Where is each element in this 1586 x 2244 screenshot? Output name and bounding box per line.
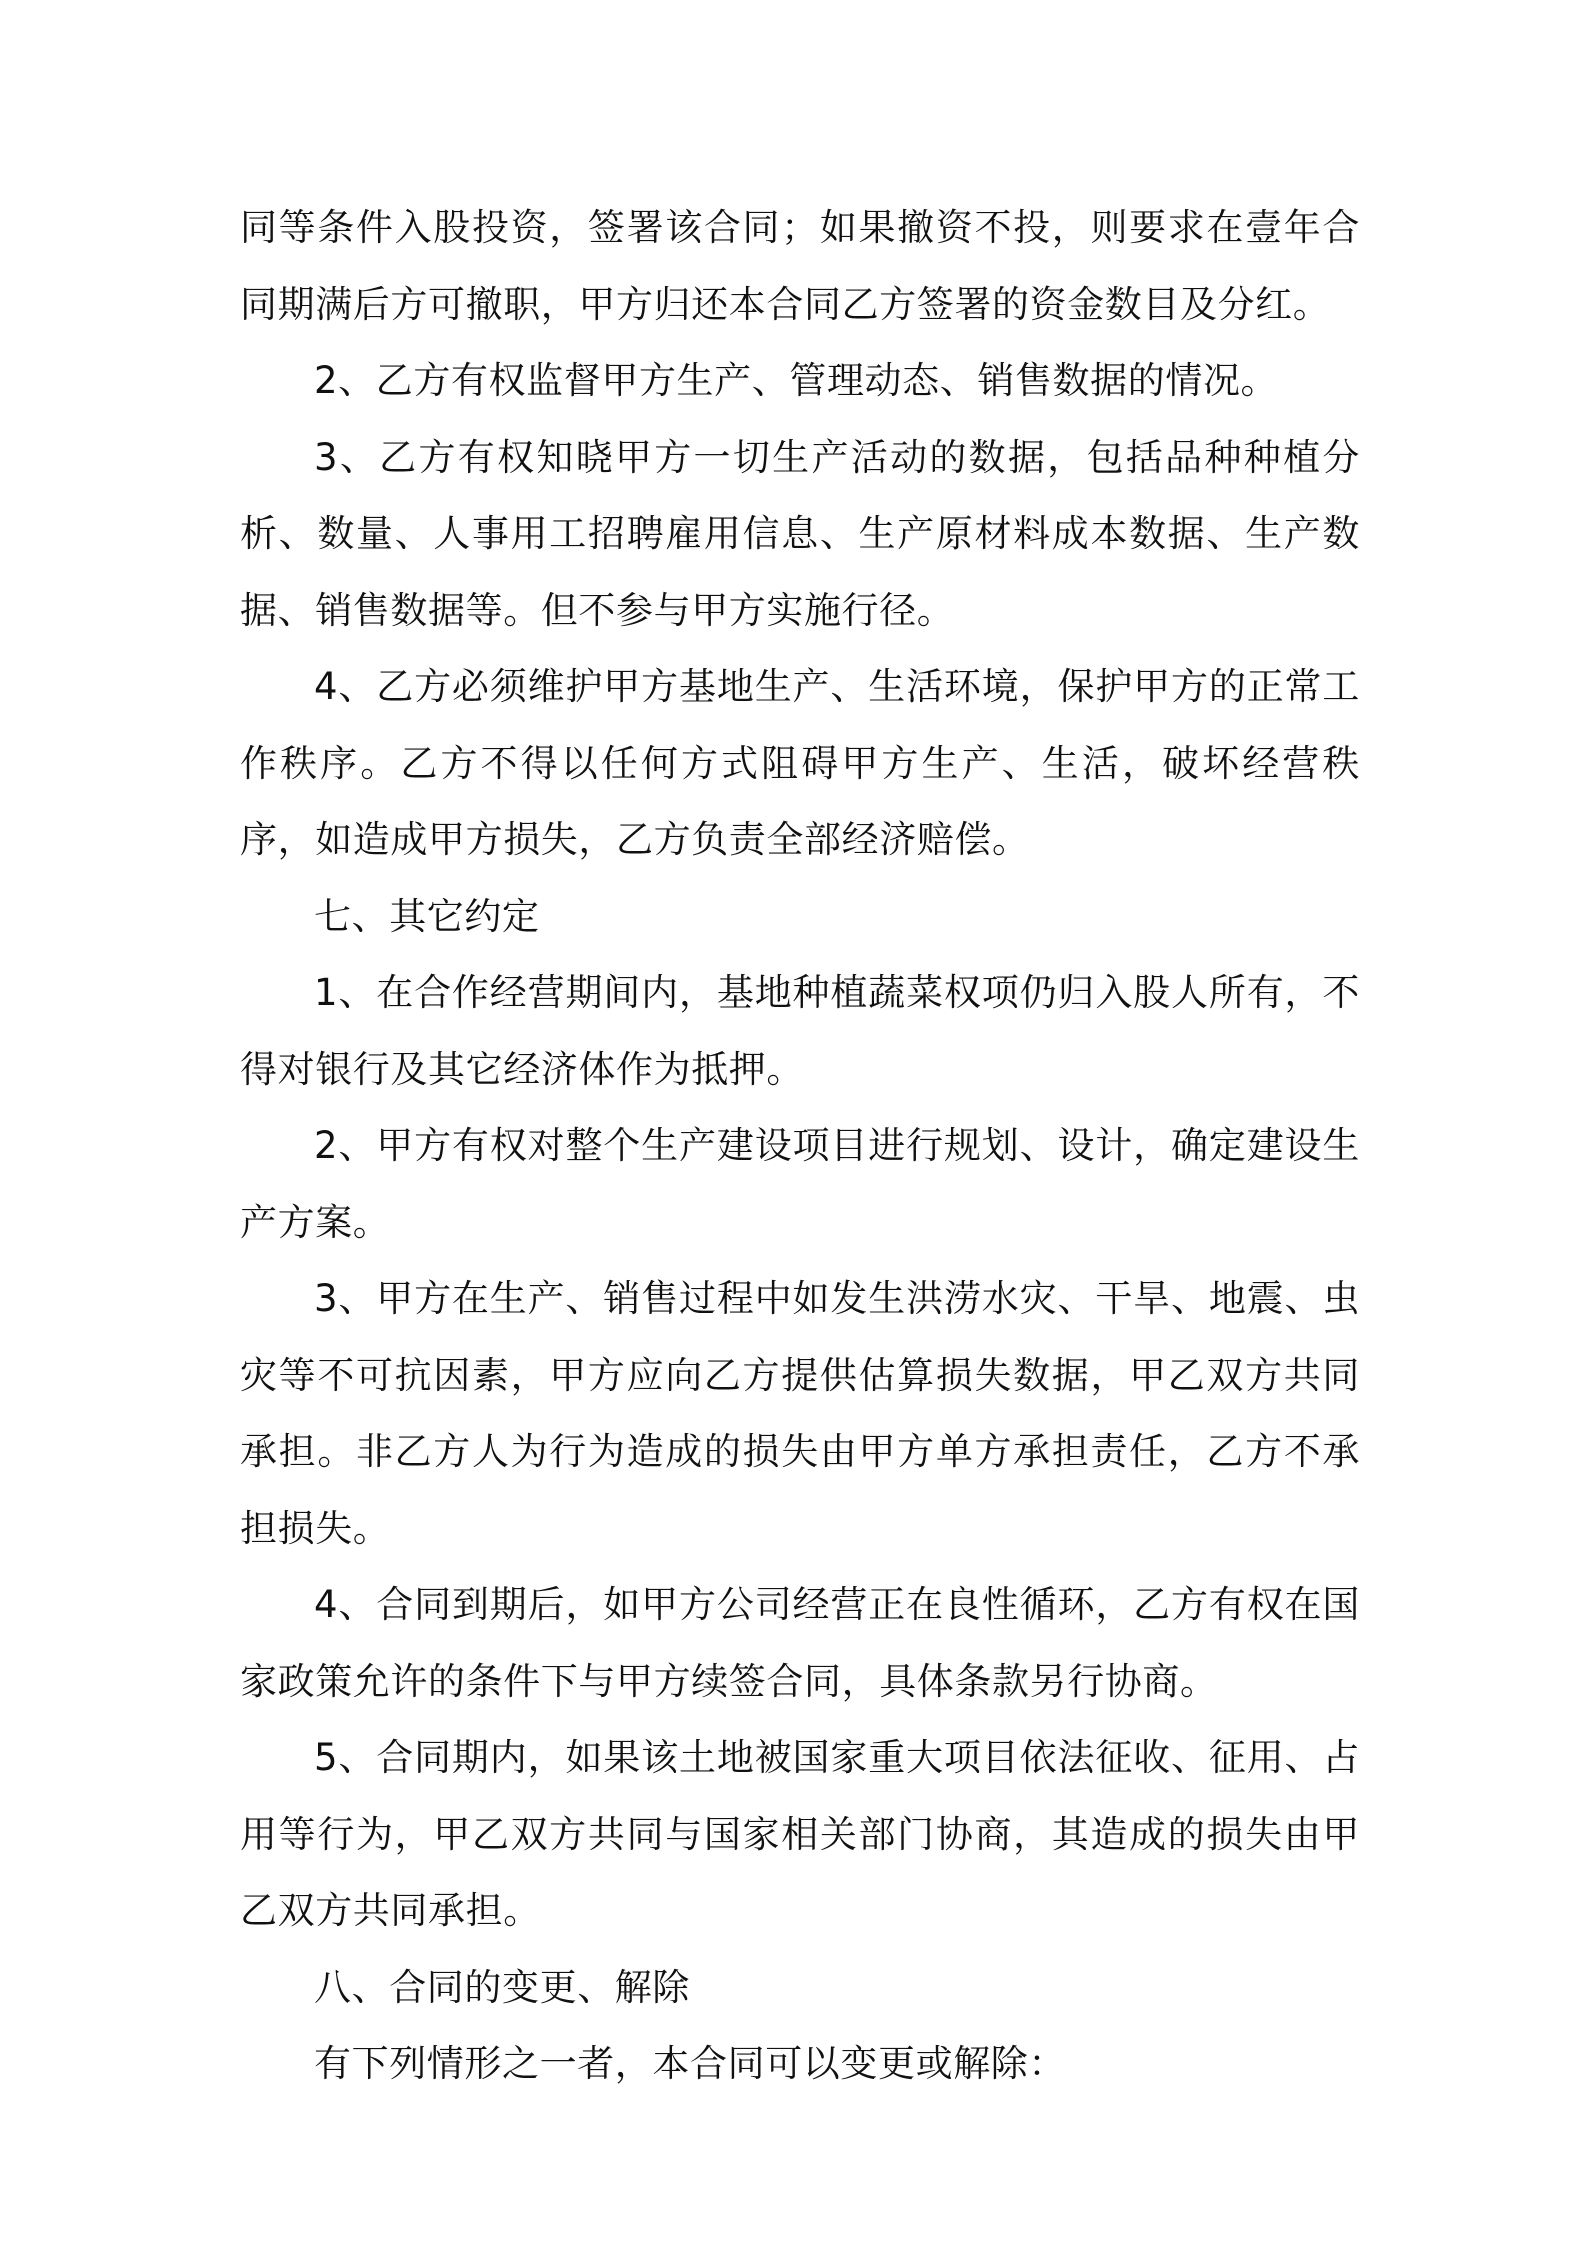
paragraph-section7-clause-4: 4、合同到期后，如甲方公司经营正在良性循环，乙方有权在国家政策允许的条件下与甲方续签合同，具体条款另行协商。 bbox=[240, 1583, 1360, 1703]
paragraph-section8-intro: 有下列情形之一者，本合同可以变更或解除： bbox=[314, 2042, 1066, 2085]
paragraph-clause-4: 4、乙方必须维护甲方基地生产、生活环境，保护甲方的正常工作秩序。乙方不得以任何方式阻碍甲方生产、生活，破坏经营秩序，如造成甲方损失，乙方负责全部经济赔偿。 bbox=[240, 665, 1360, 861]
paragraph-section7-clause-5: 5、合同期内，如果该土地被国家重大项目依法征收、征用、占用等行为，甲乙双方共同与国家相关部门协商，其造成的损失由甲乙双方共同承担。 bbox=[240, 1736, 1360, 1932]
paragraph-section7-clause-2: 2、甲方有权对整个生产建设项目进行规划、设计，确定建设生产方案。 bbox=[240, 1124, 1360, 1244]
section-heading-7: 七、其它约定 bbox=[314, 894, 540, 938]
paragraph-continuation: 同等条件入股投资，签署该合同；如果撤资不投，则要求在壹年合同期满后方可撤职，甲方归还本合同乙方签署的资金数目及分红。 bbox=[240, 206, 1360, 326]
paragraph-clause-2: 2、乙方有权监督甲方生产、管理动态、销售数据的情况。 bbox=[314, 359, 1279, 402]
section-heading-8: 八、合同的变更、解除 bbox=[314, 1965, 690, 2009]
document-body bbox=[240, 190, 1360, 2103]
paragraph-section7-clause-1: 1、在合作经营期间内，基地种植蔬菜权项仍归入股人所有，不得对银行及其它经济体作为抵押。 bbox=[240, 971, 1360, 1091]
paragraph-clause-3: 3、乙方有权知晓甲方一切生产活动的数据，包括品种种植分析、数量、人事用工招聘雇用信息、生产原材料成本数据、生产数据、销售数据等。但不参与甲方实施行径。 bbox=[240, 435, 1360, 632]
paragraph-section7-clause-3: 3、甲方在生产、销售过程中如发生洪涝水灾、干旱、地震、虫灾等不可抗因素，甲方应向乙方提供估算损失数据，甲乙双方共同承担。非乙方人为行为造成的损失由甲方单方承担责任，乙方不承担损失。 bbox=[240, 1277, 1360, 1550]
